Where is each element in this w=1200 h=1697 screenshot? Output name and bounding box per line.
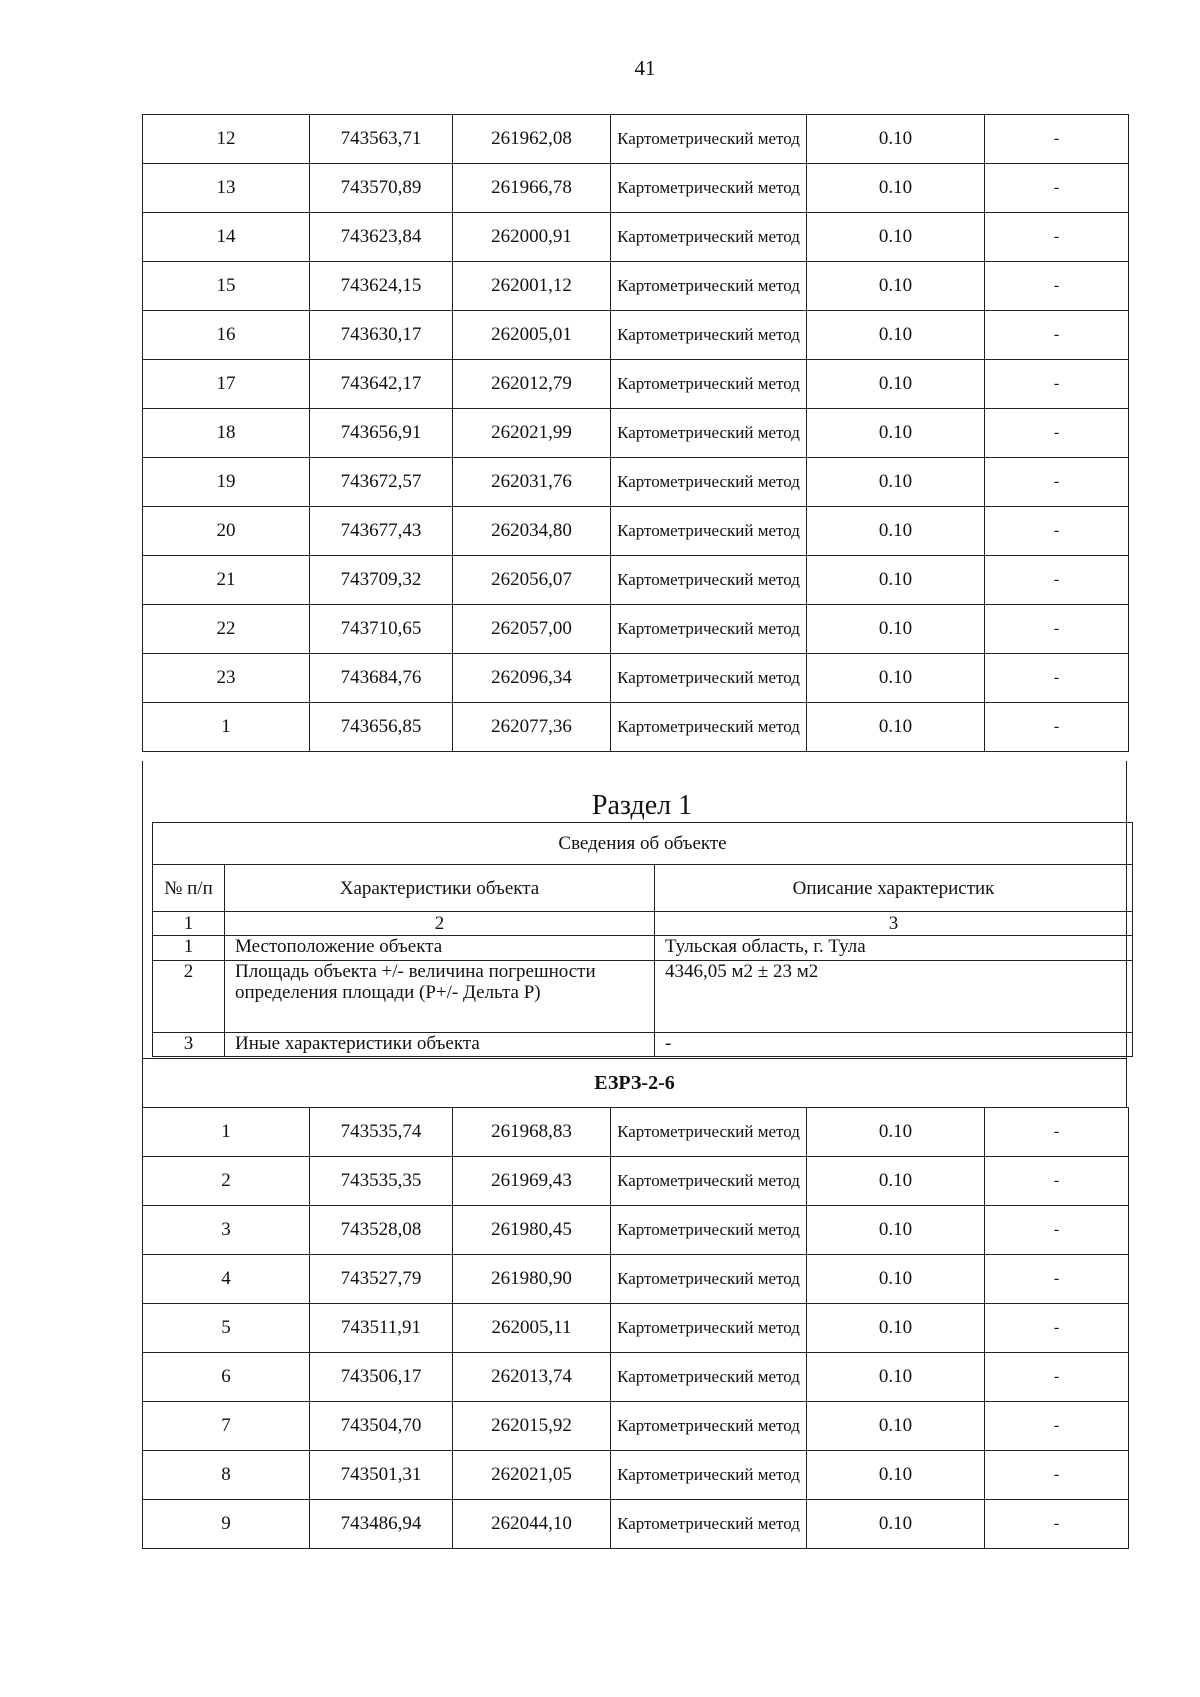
x-coordinate-cell: 743528,08 [310, 1206, 453, 1255]
accuracy-cell: 0.10 [807, 115, 985, 164]
x-coordinate-cell: 743624,15 [310, 262, 453, 311]
zone-label: ЕЗРЗ-2-6 [142, 1058, 1127, 1108]
x-coordinate-cell: 743623,84 [310, 213, 453, 262]
table-row [143, 1500, 1129, 1549]
y-coordinate-cell: 261969,43 [453, 1157, 611, 1206]
accuracy-cell: 0.10 [807, 311, 985, 360]
info-row-value: - [655, 1033, 1133, 1057]
note-cell: - [985, 1353, 1129, 1402]
table-row [143, 164, 1129, 213]
table-row [143, 262, 1129, 311]
method-cell: Картометрический метод [611, 1402, 807, 1451]
point-number-cell: 22 [143, 605, 310, 654]
y-coordinate-cell: 261968,83 [453, 1108, 611, 1157]
note-cell: - [985, 1157, 1129, 1206]
info-row-name: Площадь объекта +/- величина погрешности определения площади (P+/- Дельта P) [225, 961, 655, 1033]
point-number-cell: 14 [143, 213, 310, 262]
accuracy-cell: 0.10 [807, 703, 985, 752]
point-number-cell: 1 [143, 703, 310, 752]
info-row-num: 1 [153, 936, 225, 961]
point-number-cell: 12 [143, 115, 310, 164]
info-row-num: 3 [153, 1033, 225, 1057]
table-row [143, 1108, 1129, 1157]
point-number-cell: 5 [143, 1304, 310, 1353]
index-cell-3: 3 [655, 912, 1133, 936]
point-number-cell: 13 [143, 164, 310, 213]
accuracy-cell: 0.10 [807, 1304, 985, 1353]
point-number-cell: 18 [143, 409, 310, 458]
point-number-cell: 4 [143, 1255, 310, 1304]
point-number-cell: 1 [143, 1108, 310, 1157]
index-cell-1: 1 [153, 912, 225, 936]
table-row [143, 1157, 1129, 1206]
note-cell: - [985, 409, 1129, 458]
method-cell: Картометрический метод [611, 409, 807, 458]
method-cell: Картометрический метод [611, 654, 807, 703]
method-cell: Картометрический метод [611, 1255, 807, 1304]
x-coordinate-cell: 743710,65 [310, 605, 453, 654]
table-row [143, 1402, 1129, 1451]
note-cell: - [985, 1451, 1129, 1500]
x-coordinate-cell: 743501,31 [310, 1451, 453, 1500]
accuracy-cell: 0.10 [807, 409, 985, 458]
y-coordinate-cell: 261966,78 [453, 164, 611, 213]
coordinates-table-top-body [143, 115, 1129, 752]
accuracy-cell: 0.10 [807, 507, 985, 556]
table-row [143, 1255, 1129, 1304]
x-coordinate-cell: 743656,91 [310, 409, 453, 458]
y-coordinate-cell: 262031,76 [453, 458, 611, 507]
point-number-cell: 19 [143, 458, 310, 507]
x-coordinate-cell: 743630,17 [310, 311, 453, 360]
method-cell: Картометрический метод [611, 360, 807, 409]
table-row [143, 703, 1129, 752]
note-cell: - [985, 1255, 1129, 1304]
table-row [143, 115, 1129, 164]
point-number-cell: 15 [143, 262, 310, 311]
table-row [143, 360, 1129, 409]
method-cell: Картометрический метод [611, 605, 807, 654]
x-coordinate-cell: 743535,74 [310, 1108, 453, 1157]
accuracy-cell: 0.10 [807, 1500, 985, 1549]
note-cell: - [985, 605, 1129, 654]
point-number-cell: 8 [143, 1451, 310, 1500]
x-coordinate-cell: 743684,76 [310, 654, 453, 703]
x-coordinate-cell: 743506,17 [310, 1353, 453, 1402]
note-cell: - [985, 458, 1129, 507]
point-number-cell: 20 [143, 507, 310, 556]
coordinates-table-bottom [142, 1107, 1129, 1549]
y-coordinate-cell: 262013,74 [453, 1353, 611, 1402]
accuracy-cell: 0.10 [807, 262, 985, 311]
accuracy-cell: 0.10 [807, 164, 985, 213]
y-coordinate-cell: 262021,99 [453, 409, 611, 458]
x-coordinate-cell: 743709,32 [310, 556, 453, 605]
y-coordinate-cell: 262077,36 [453, 703, 611, 752]
table-row [143, 654, 1129, 703]
table-row [143, 311, 1129, 360]
header-characteristics: Характеристики объекта [225, 865, 655, 912]
accuracy-cell: 0.10 [807, 1157, 985, 1206]
accuracy-cell: 0.10 [807, 1206, 985, 1255]
note-cell: - [985, 1108, 1129, 1157]
accuracy-cell: 0.10 [807, 360, 985, 409]
x-coordinate-cell: 743535,35 [310, 1157, 453, 1206]
note-cell: - [985, 556, 1129, 605]
y-coordinate-cell: 262012,79 [453, 360, 611, 409]
header-num: № п/п [153, 865, 225, 912]
info-row-value: 4346,05 м2 ± 23 м2 [655, 961, 1133, 1033]
x-coordinate-cell: 743486,94 [310, 1500, 453, 1549]
method-cell: Картометрический метод [611, 115, 807, 164]
method-cell: Картометрический метод [611, 507, 807, 556]
method-cell: Картометрический метод [611, 1157, 807, 1206]
table-row [143, 458, 1129, 507]
method-cell: Картометрический метод [611, 1206, 807, 1255]
note-cell: - [985, 360, 1129, 409]
method-cell: Картометрический метод [611, 556, 807, 605]
object-info-table [152, 822, 1133, 1057]
x-coordinate-cell: 743527,79 [310, 1255, 453, 1304]
accuracy-cell: 0.10 [807, 1108, 985, 1157]
note-cell: - [985, 654, 1129, 703]
table-row [143, 1304, 1129, 1353]
header-description: Описание характеристик [655, 865, 1133, 912]
y-coordinate-cell: 262044,10 [453, 1500, 611, 1549]
method-cell: Картометрический метод [611, 1353, 807, 1402]
y-coordinate-cell: 262096,34 [453, 654, 611, 703]
y-coordinate-cell: 262005,01 [453, 311, 611, 360]
method-cell: Картометрический метод [611, 213, 807, 262]
note-cell: - [985, 311, 1129, 360]
note-cell: - [985, 213, 1129, 262]
page-number: 41 [634, 56, 656, 80]
object-info-subtitle: Сведения об объекте [153, 823, 1133, 865]
y-coordinate-cell: 262056,07 [453, 556, 611, 605]
point-number-cell: 21 [143, 556, 310, 605]
accuracy-cell: 0.10 [807, 1353, 985, 1402]
coordinates-table-top [142, 114, 1129, 752]
y-coordinate-cell: 262001,12 [453, 262, 611, 311]
info-row-name: Местоположение объекта [225, 936, 655, 961]
y-coordinate-cell: 262000,91 [453, 213, 611, 262]
note-cell: - [985, 1402, 1129, 1451]
x-coordinate-cell: 743563,71 [310, 115, 453, 164]
table-row [143, 1353, 1129, 1402]
point-number-cell: 16 [143, 311, 310, 360]
accuracy-cell: 0.10 [807, 556, 985, 605]
point-number-cell: 17 [143, 360, 310, 409]
accuracy-cell: 0.10 [807, 1451, 985, 1500]
x-coordinate-cell: 743511,91 [310, 1304, 453, 1353]
accuracy-cell: 0.10 [807, 1402, 985, 1451]
table-row [143, 605, 1129, 654]
y-coordinate-cell: 262015,92 [453, 1402, 611, 1451]
table-row [143, 556, 1129, 605]
x-coordinate-cell: 743570,89 [310, 164, 453, 213]
y-coordinate-cell: 261962,08 [453, 115, 611, 164]
method-cell: Картометрический метод [611, 1451, 807, 1500]
info-row-value: Тульская область, г. Тула [655, 936, 1133, 961]
note-cell: - [985, 507, 1129, 556]
x-coordinate-cell: 743642,17 [310, 360, 453, 409]
coordinates-table-bottom-body [143, 1108, 1129, 1549]
y-coordinate-cell: 261980,45 [453, 1206, 611, 1255]
index-cell-2: 2 [225, 912, 655, 936]
info-row-name: Иные характеристики объекта [225, 1033, 655, 1057]
y-coordinate-cell: 262057,00 [453, 605, 611, 654]
accuracy-cell: 0.10 [807, 1255, 985, 1304]
table-row [143, 409, 1129, 458]
x-coordinate-cell: 743504,70 [310, 1402, 453, 1451]
accuracy-cell: 0.10 [807, 458, 985, 507]
note-cell: - [985, 115, 1129, 164]
method-cell: Картометрический метод [611, 1500, 807, 1549]
section-title: Раздел 1 [591, 790, 693, 821]
point-number-cell: 2 [143, 1157, 310, 1206]
y-coordinate-cell: 261980,90 [453, 1255, 611, 1304]
table-row [143, 213, 1129, 262]
y-coordinate-cell: 262034,80 [453, 507, 611, 556]
note-cell: - [985, 1206, 1129, 1255]
point-number-cell: 6 [143, 1353, 310, 1402]
table-row [143, 1451, 1129, 1500]
accuracy-cell: 0.10 [807, 605, 985, 654]
table-row [143, 1206, 1129, 1255]
accuracy-cell: 0.10 [807, 654, 985, 703]
method-cell: Картометрический метод [611, 1108, 807, 1157]
note-cell: - [985, 1304, 1129, 1353]
point-number-cell: 3 [143, 1206, 310, 1255]
note-cell: - [985, 1500, 1129, 1549]
note-cell: - [985, 262, 1129, 311]
table-row [143, 507, 1129, 556]
note-cell: - [985, 703, 1129, 752]
method-cell: Картометрический метод [611, 458, 807, 507]
y-coordinate-cell: 262005,11 [453, 1304, 611, 1353]
x-coordinate-cell: 743672,57 [310, 458, 453, 507]
x-coordinate-cell: 743677,43 [310, 507, 453, 556]
method-cell: Картометрический метод [611, 1304, 807, 1353]
accuracy-cell: 0.10 [807, 213, 985, 262]
method-cell: Картометрический метод [611, 311, 807, 360]
note-cell: - [985, 164, 1129, 213]
method-cell: Картометрический метод [611, 164, 807, 213]
point-number-cell: 23 [143, 654, 310, 703]
point-number-cell: 9 [143, 1500, 310, 1549]
y-coordinate-cell: 262021,05 [453, 1451, 611, 1500]
point-number-cell: 7 [143, 1402, 310, 1451]
method-cell: Картометрический метод [611, 262, 807, 311]
method-cell: Картометрический метод [611, 703, 807, 752]
info-row-num: 2 [153, 961, 225, 1033]
x-coordinate-cell: 743656,85 [310, 703, 453, 752]
